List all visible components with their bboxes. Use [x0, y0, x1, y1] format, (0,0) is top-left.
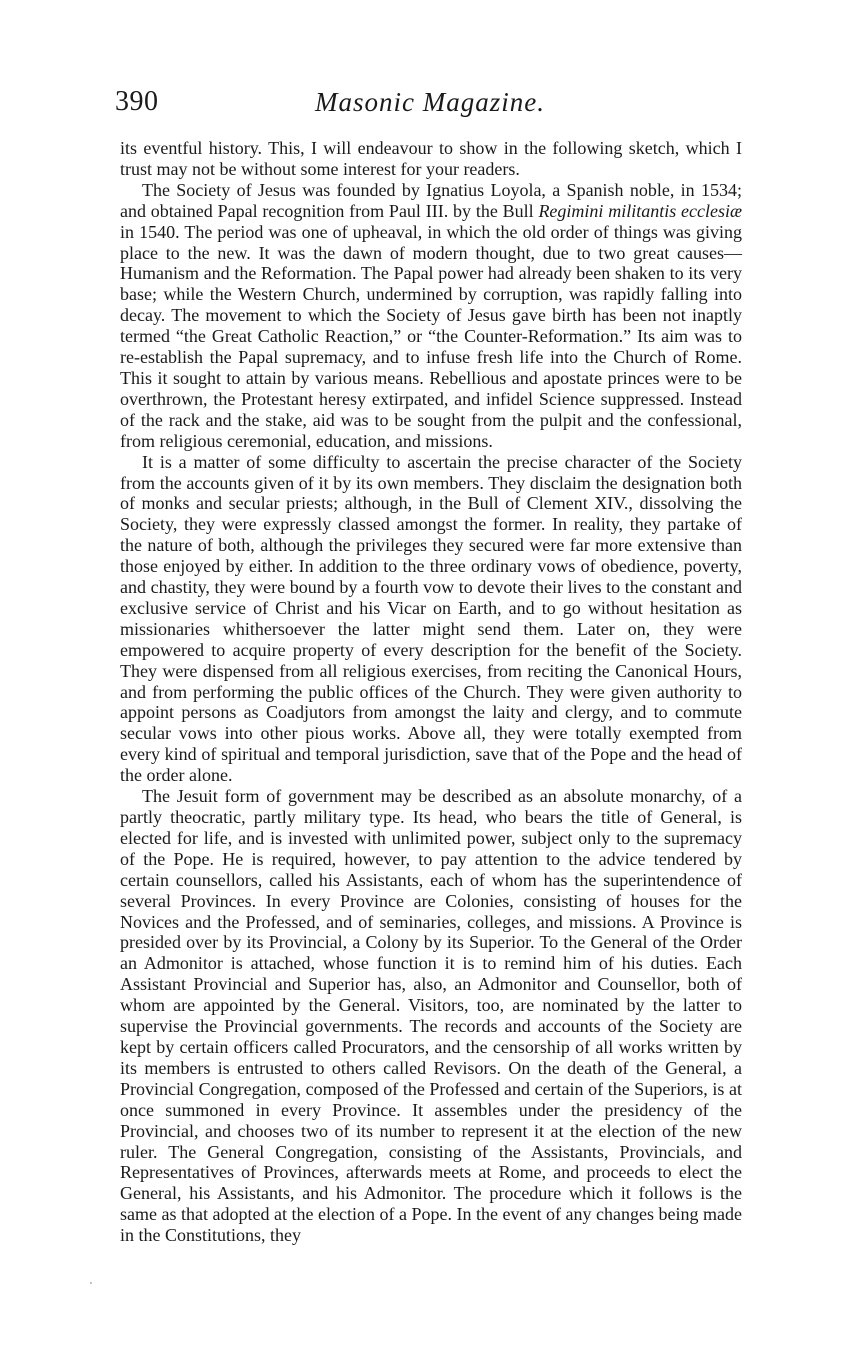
bull-title-italic: Regimini militantis ecclesiæ: [538, 200, 743, 221]
paragraph-founding: [120, 180, 742, 452]
margin-speck: [90, 1282, 92, 1284]
page-header: [115, 84, 745, 120]
paragraph-character: It is a matter of some difficulty to ascertain the precise character of the Society from the accounts given of it by its own members. They disclaim the designation both of monks and secular priests; although, in the Bull of Clement XIV., dissolving the Society, they were expressly classed amongst the former. In reality, they partake of the nature of both, although the privileges they secured were far more extensive than those enjoyed by either. In addition to the three ordinary vows of obedience, poverty, and chastity, they were bound by a fourth vow to devote their lives to the constant and exclusive service of Christ and his Vicar on Earth, and to go without hesitation as missionaries whithersoever the latter might send them. Later on, they were empowered to acquire property of every description for the benefit of the Society. They were dispensed from all religious exercises, from reciting the Canonical Hours, and from performing the public offices of the Church. They were given authority to appoint persons as Coadjutors from amongst the laity and clergy, and to commute secular vows into other pious works. Above all, they were totally exempted from every kind of spiritual and temporal jurisdiction, save that of the Pope and the head of the order alone.: [120, 451, 742, 786]
page-number: 390: [115, 86, 159, 117]
article-body: [120, 138, 742, 1246]
paragraph-founding-text-start: The Society of Jesus was founded by Ignatius Loyola, a Spanish noble, in 1534; and obtained Papal recognition from Paul III. by the Bull: [120, 179, 742, 221]
paragraph-founding-text-end: in 1540. The period was one of upheaval, in which the old order of things was giving place to the new. It was the dawn of modern thought, due to two great causes—Humanism and the Reformation. The Papal power had already been shaken to its very base; while the Western Church, undermined by corruption, was rapidly falling into decay. The movement to which the Society of Jesus gave birth has been not inaptly termed “the Great Catholic Reaction,” or “the Counter-Reformation.” Its aim was to re-establish the Papal supremacy, and to infuse fresh life into the Church of Rome. This it sought to attain by various means. Rebellious and apostate princes were to be overthrown, the Protestant heresy extirpated, and infidel Science suppressed. Instead of the rack and the stake, aid was to be sought from the pulpit and the confessional, from religious ceremonial, education, and missions.: [120, 221, 742, 451]
paragraph-continuation: its eventful history. This, I will endeavour to show in the following sketch, which I trust may not be without some interest for your readers.: [120, 138, 742, 179]
running-title: Masonic Magazine.: [315, 87, 545, 117]
paragraph-government: The Jesuit form of government may be described as an absolute monarchy, of a partly theocratic, partly military type. Its head, who bears the title of General, is elected for life, and is invested with unlimited power, subject only to the supremacy of the Pope. He is required, however, to pay attention to the advice tendered by certain counsellors, called his Assistants, each of whom has the superintendence of several Provinces. In every Province are Colonies, consisting of houses for the Novices and the Professed, and of seminaries, colleges, and missions. A Province is presided over by its Provincial, a Colony by its Superior. To the General of the Order an Admonitor is attached, whose function it is to remind him of his duties. Each Assistant Provincial and Superior has, also, an Admonitor and Counsellor, both of whom are appointed by the General. Visitors, too, are nominated by the latter to supervise the Provincial governments. The records and accounts of the Society are kept by certain officers called Procurators, and the censorship of all works written by its members is entrusted to others called Revisors. On the death of the General, a Provincial Congregation, composed of the Professed and certain of the Superiors, is at once summoned in every Province. It assembles under the presidency of the Provincial, and chooses two of its number to represent it at the election of the new ruler. The General Congregation, consisting of the Assistants, Provincials, and Representatives of Provinces, afterwards meets at Rome, and proceeds to elect the General, his Assistants, and his Admonitor. The procedure which it follows is the same as that adopted at the election of a Pope. In the event of any changes being made in the Constitutions, they: [120, 786, 742, 1246]
